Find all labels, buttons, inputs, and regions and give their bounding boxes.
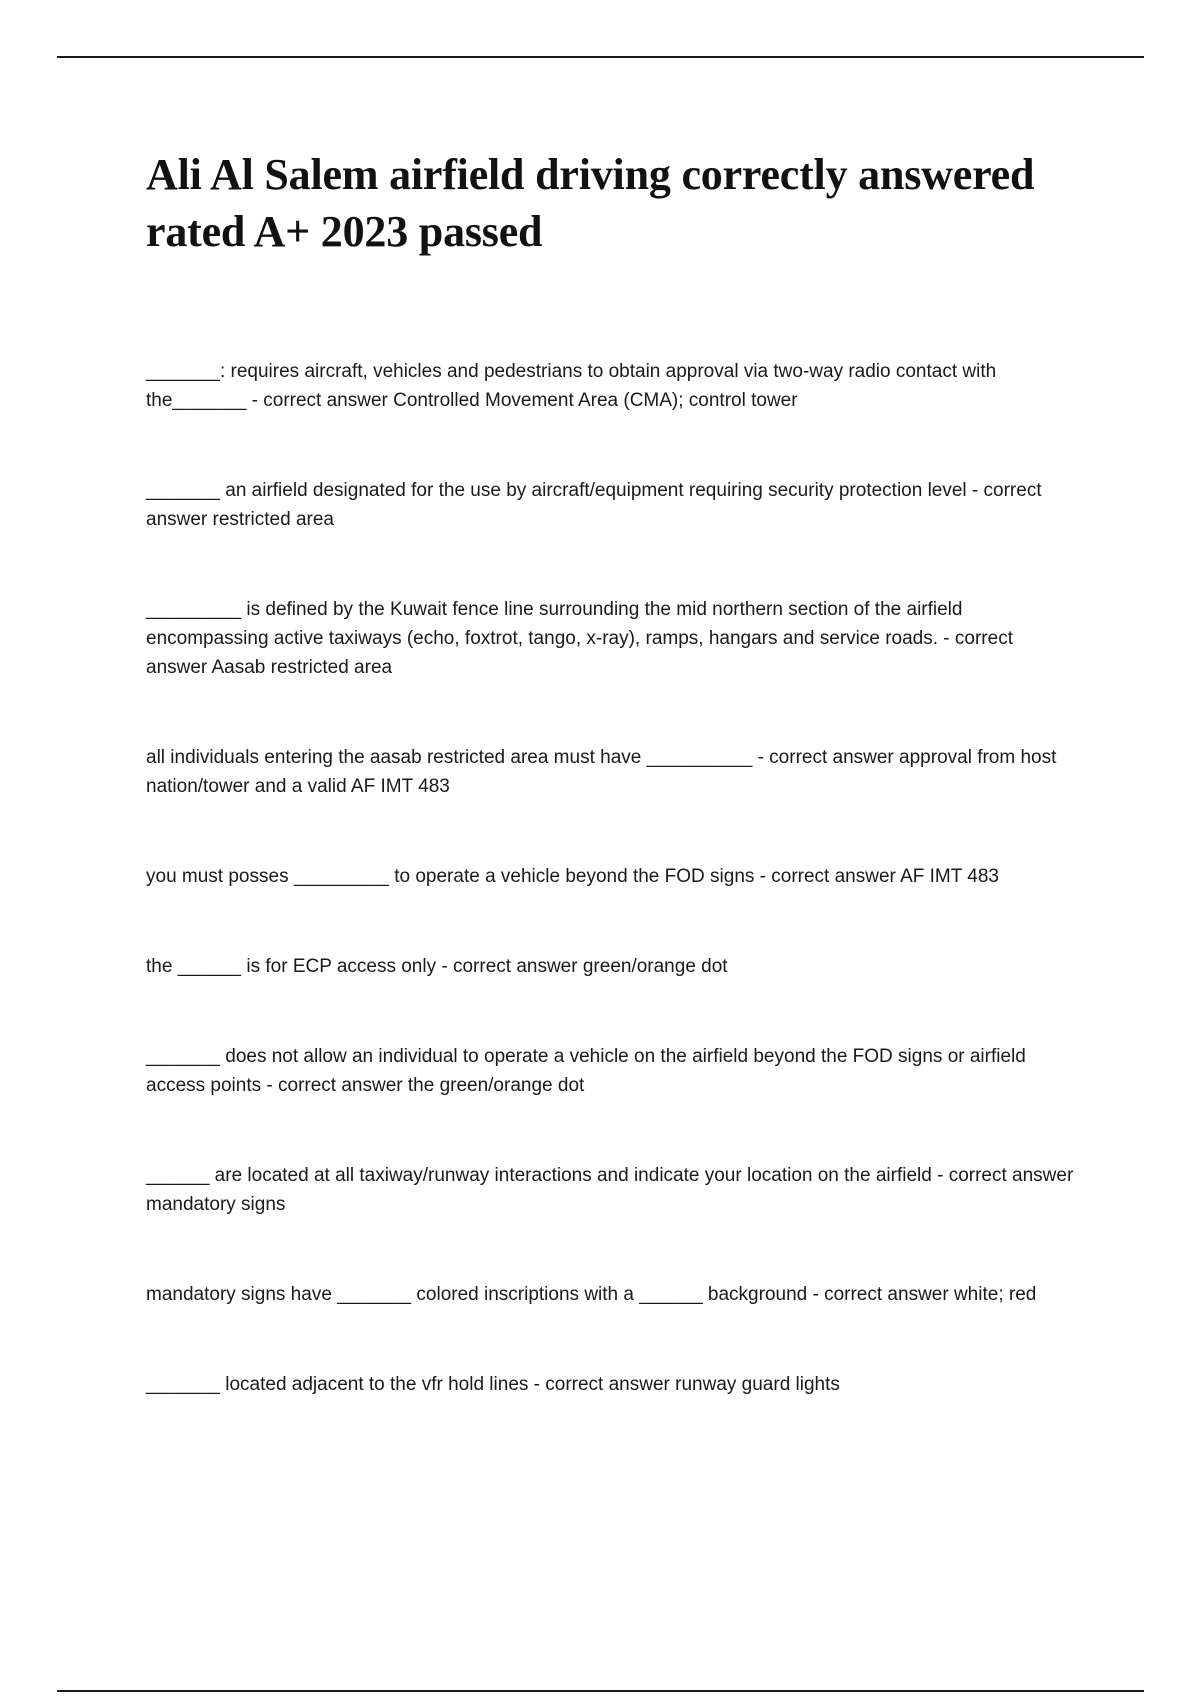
qa-item: the ______ is for ECP access only - correct answer green/orange dot <box>146 956 728 977</box>
qa-item: all individuals entering the aasab restricted area must have __________ - correct answer approval from host nation/tower and a valid AF IMT 483 <box>146 747 1057 797</box>
qa-item: _______: requires aircraft, vehicles and pedestrians to obtain approval via two-way radio contact with the_______ - correct answer Controlled Movement Area (CMA); control tower <box>146 361 997 411</box>
qa-item: _______ an airfield designated for the use by aircraft/equipment requiring security protection level - correct answer restricted area <box>146 480 1042 530</box>
qa-item: _______ located adjacent to the vfr hold lines - correct answer runway guard lights <box>146 1374 840 1395</box>
qa-list <box>146 357 1092 1399</box>
qa-item: mandatory signs have _______ colored inscriptions with a ______ background - correct answer white; red <box>146 1284 1037 1305</box>
qa-item: you must posses _________ to operate a vehicle beyond the FOD signs - correct answer AF IMT 483 <box>146 866 999 887</box>
qa-item: _________ is defined by the Kuwait fence line surrounding the mid northern section of the airfield encompassing active taxiways (echo, foxtrot, tango, x-ray), ramps, hangars and service roads. - correct answer Aasab restricted area <box>146 599 1013 678</box>
document-title: Ali Al Salem airfield driving correctly answered rated A+ 2023 passed <box>146 150 1035 256</box>
qa-item: ______ are located at all taxiway/runway interactions and indicate your location on the airfield - correct answer mandatory signs <box>146 1165 1074 1215</box>
footer-rule <box>57 1690 1144 1692</box>
header-rule <box>57 56 1144 58</box>
qa-item: _______ does not allow an individual to operate a vehicle on the airfield beyond the FOD signs or airfield access points - correct answer the green/orange dot <box>146 1046 1026 1096</box>
document-body <box>146 146 1092 1399</box>
